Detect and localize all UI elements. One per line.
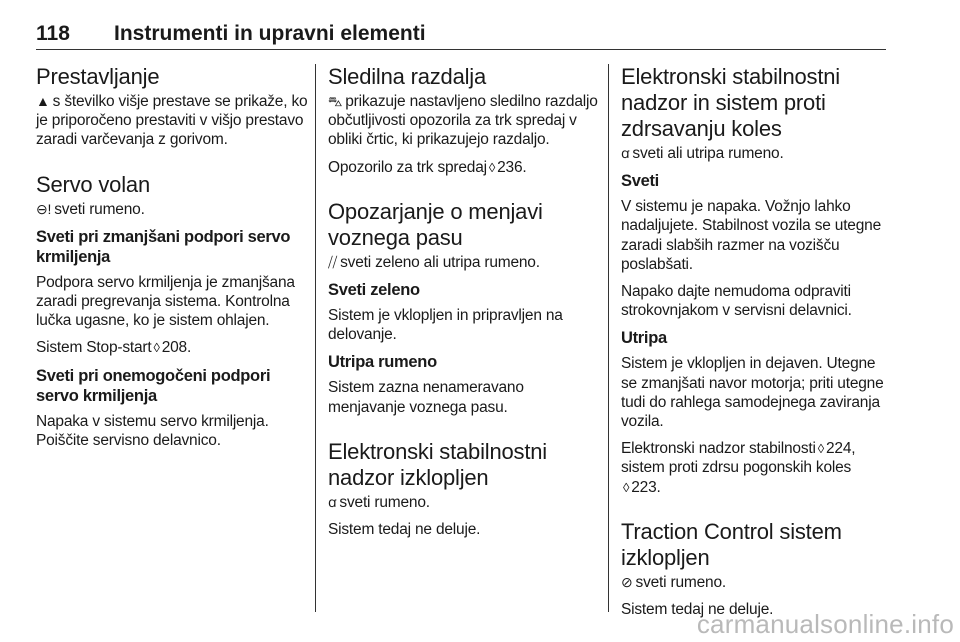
vehicle-ahead-icon: ⛍: [328, 93, 343, 109]
cross-reference: Sistem Stop-start ◊ 208.: [36, 339, 192, 357]
body-text: Podpora servo krmiljenja je zmanjšana zaradi pregrevanja sistema. Kontrolna lučka ugasne, ko je sistem ohlajen.: [36, 273, 295, 330]
cross-reference: Elektronski nadzor stabilnosti ◊ 224, sistem proti zdrsu pogonskih koles ◊ 223.: [621, 440, 856, 496]
body-text: Sistem je vklopljen in dejaven. Utegne se zmanjšati navor motorja; priti utegne tudi do rahlega samodejnega zaviranja vozila.: [621, 355, 884, 431]
column-1: [36, 64, 308, 458]
cross-reference: Opozorilo za trk spredaj ◊ 236.: [328, 158, 527, 176]
body-text: Sistem tedaj ne deluje.: [621, 601, 774, 619]
header-rule: [36, 49, 886, 50]
section-heading: Prestavljanje: [36, 64, 160, 89]
subheading: Utripa rumeno: [328, 353, 437, 372]
column-2: [328, 64, 600, 547]
section-text: ⧸⧸ sveti zeleno ali utripa rumeno.: [328, 253, 540, 271]
section-heading: Elektronski stabilnostni nadzor izklopljen: [328, 438, 547, 490]
body-text: V sistemu je napaka. Vožnjo lahko nadaljujete. Stabilnost vozila se utegne zaradi slabših razmer na vozišču poslabšati.: [621, 198, 881, 273]
section-text: ▲ s številko višje prestave se prikaže, ko je priporočeno prestaviti v višjo prestavo zaradi varčevanja z gorivom.: [36, 93, 308, 149]
section-text: ⊘ sveti rumeno.: [621, 573, 726, 591]
traction-control-off-icon: ⊘: [621, 573, 633, 590]
body-text: Sistem je vklopljen in pripravljen na delovanje.: [328, 307, 563, 344]
lane-departure-icon: ⧸⧸: [328, 253, 338, 270]
section-text: ꭤ sveti rumeno.: [328, 493, 430, 511]
body-text: Napako dajte nemudoma odpraviti strokovnjakom v servisni delavnici.: [621, 283, 852, 320]
subheading: Utripa: [621, 329, 667, 348]
page-ref-arrow-icon: ◊: [623, 479, 630, 495]
section-text: ꭤ sveti ali utripa rumeno.: [621, 145, 784, 162]
section-text: ⊖! sveti rumeno.: [36, 200, 145, 218]
column-divider: [315, 64, 316, 612]
section-heading: Elektronski stabilnostni nadzor in sistem proti zdrsavanju koles: [621, 64, 840, 141]
column-divider: [608, 64, 609, 612]
subheading: Sveti zeleno: [328, 281, 420, 300]
page-header: [36, 20, 886, 52]
page-ref-arrow-icon: ◊: [817, 441, 824, 457]
subheading: Sveti: [621, 172, 659, 191]
power-steering-icon: ⊖!: [36, 200, 52, 217]
esc-off-icon: ꭤ: [328, 493, 337, 510]
section-heading: Traction Control sistem izklopljen: [621, 518, 842, 570]
watermark: carmanualsonline.info: [696, 609, 954, 639]
section-heading: Servo volan: [36, 171, 150, 197]
body-text: Sistem tedaj ne deluje.: [328, 521, 481, 539]
column-3: [621, 64, 893, 627]
section-heading: Opozarjanje o menjavi voznega pasu: [328, 198, 543, 250]
subheading: Sveti pri zmanjšani podpori servo krmiljenja: [36, 227, 291, 266]
section-heading: Sledilna razdalja: [328, 64, 487, 89]
body-text: Napaka v sistemu servo krmiljenja. Poiščite servisno delavnico.: [36, 412, 269, 449]
running-title: Instrumenti in upravni elementi: [114, 22, 426, 45]
page-number: 118: [36, 22, 70, 45]
body-text: Sistem zazna nenameravano menjavanje voznega pasu.: [328, 379, 524, 416]
shift-up-icon: ▲: [36, 93, 50, 109]
section-text: ⛍ prikazuje nastavljeno sledilno razdaljo občutljivosti opozorila za trk spredaj v obliki črtic, ki prikazujejo razdaljo.: [328, 93, 598, 149]
esc-icon: ꭤ: [621, 145, 630, 161]
page-ref-arrow-icon: ◊: [153, 340, 160, 356]
subheading: Sveti pri onemogočeni podpori servo krmiljenja: [36, 366, 271, 405]
page-ref-arrow-icon: ◊: [488, 159, 496, 175]
